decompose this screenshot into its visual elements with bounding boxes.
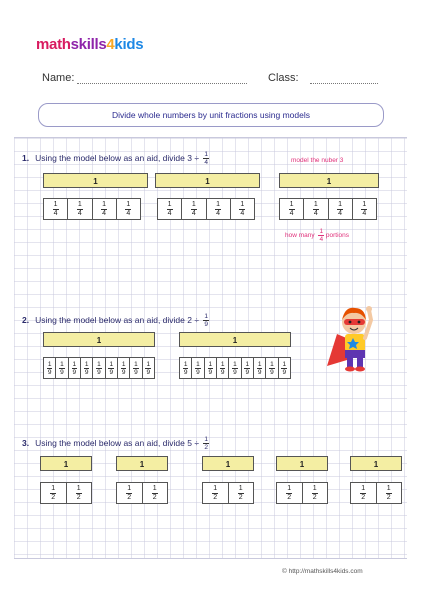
fraction-strip	[40, 482, 92, 504]
worksheet-title: Divide whole numbers by unit fractions using models	[38, 103, 384, 127]
fraction-cell: 1 2	[302, 483, 328, 503]
footer-url[interactable]: © http://mathskills4kids.com	[282, 568, 363, 575]
fraction-cell: 1 4	[67, 199, 91, 219]
fraction-strip	[350, 482, 402, 504]
whole-bar: 1	[43, 332, 155, 347]
fraction-cell: 1 9	[47, 360, 52, 376]
fraction-cell: 1 4	[289, 200, 294, 217]
fraction-cell: 1 2	[142, 483, 168, 503]
fraction-strip	[43, 198, 141, 220]
whole-bar: 1	[179, 332, 291, 347]
question-1-fraction: $\frac{1}{4}$	[204, 151, 208, 166]
fraction-cell: 1 9	[216, 358, 228, 378]
whole-bar: 1	[279, 173, 379, 188]
name-label: Name:	[42, 72, 75, 84]
fraction-cell: 1 2	[361, 484, 366, 501]
fraction-cell: 1 4	[352, 199, 376, 219]
fraction-cell: 1 9	[183, 360, 188, 376]
fraction-cell: 1 4	[230, 199, 254, 219]
superhero-illustration	[325, 300, 383, 372]
fraction-cell: 1 9	[80, 358, 92, 378]
fraction-cell: 1 4	[53, 200, 58, 217]
fraction-cell: 1 9	[253, 358, 265, 378]
question-2-fraction: $\frac{1}{9}$	[204, 313, 208, 328]
fraction-cell: 1 9	[142, 358, 154, 378]
question-2: 2. Using the model below as an aid, divide 2 ÷ $\frac{1}{9}$	[22, 313, 208, 328]
whole-bar: 1	[155, 173, 260, 188]
whole-bar: 1	[202, 456, 254, 471]
class-label: Class:	[268, 72, 299, 84]
name-line[interactable]	[77, 73, 247, 84]
fraction-cell: 1 9	[129, 358, 141, 378]
name-field[interactable]	[42, 72, 247, 84]
question-3-fraction: $\frac{1}{2}$	[204, 436, 208, 451]
fraction-cell: 1 2	[228, 483, 254, 503]
fraction-cell: 1 4	[328, 199, 352, 219]
whole-bar: 1	[276, 456, 328, 471]
whole-bar: 1	[350, 456, 402, 471]
fraction-cell: 1 9	[92, 358, 104, 378]
fraction-cell: 1 4	[167, 200, 172, 217]
whole-bar: 1	[43, 173, 148, 188]
fraction-strip	[202, 482, 254, 504]
whole-bar: 1	[116, 456, 168, 471]
fraction-cell: 1 9	[68, 358, 80, 378]
fraction-cell: 1 9	[228, 358, 240, 378]
how-many-note: how many $\frac{1}{4}$ portions	[285, 228, 349, 243]
fraction-cell: 1 2	[127, 484, 132, 501]
fraction-cell: 1 4	[206, 199, 230, 219]
fraction-cell: 1 9	[204, 358, 216, 378]
fraction-cell: 1 9	[278, 358, 290, 378]
fraction-cell: 1 9	[55, 358, 67, 378]
question-1: 1. Using the model below as an aid, divide 3 ÷ $\frac{1}{4}$	[22, 151, 208, 166]
fraction-cell: 1 4	[181, 199, 205, 219]
fraction-cell: 1 9	[241, 358, 253, 378]
fraction-cell: 1 2	[376, 483, 402, 503]
brand-logo: mathskills4kids	[36, 36, 144, 53]
class-line[interactable]	[310, 73, 378, 84]
fraction-strip	[179, 357, 291, 379]
fraction-strip	[43, 357, 155, 379]
fraction-strip	[157, 198, 255, 220]
fraction-cell: 1 4	[116, 199, 140, 219]
fraction-strip	[276, 482, 328, 504]
question-3: 3. Using the model below as an aid, divide 5 ÷ $\frac{1}{2}$	[22, 436, 208, 451]
fraction-strip	[279, 198, 377, 220]
fraction-cell: 1 4	[92, 199, 116, 219]
fraction-cell: 1 2	[66, 483, 92, 503]
fraction-cell: 1 2	[213, 484, 218, 501]
fraction-cell: 1 2	[51, 484, 56, 501]
fraction-strip	[116, 482, 168, 504]
fraction-cell: 1 9	[117, 358, 129, 378]
model-note: model the nuber 3	[291, 157, 344, 164]
fraction-cell: 1 2	[287, 484, 292, 501]
fraction-cell: 1 4	[303, 199, 327, 219]
fraction-cell: 1 9	[265, 358, 277, 378]
class-field[interactable]	[268, 72, 378, 84]
fraction-cell: 1 9	[105, 358, 117, 378]
whole-bar: 1	[40, 456, 92, 471]
fraction-cell: 1 9	[191, 358, 203, 378]
